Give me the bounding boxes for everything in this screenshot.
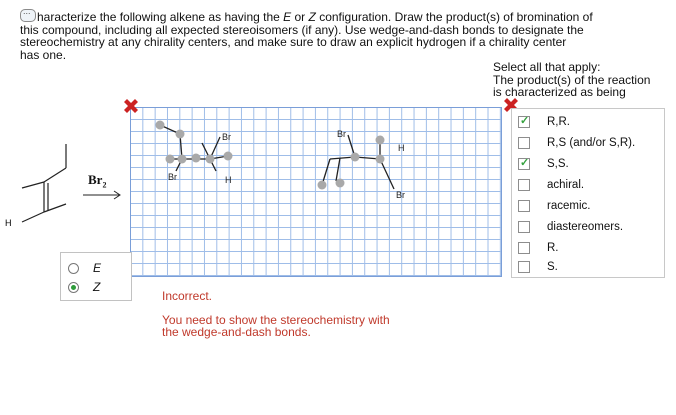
choice-ss[interactable]: ✓ S,S. [518, 157, 569, 170]
feedback-line-2: the wedge-and-dash bonds. [162, 325, 311, 339]
radio-e[interactable] [68, 263, 79, 274]
checkbox-achiral[interactable] [518, 179, 530, 191]
question-text: ...haracterize the following alkene as having the E or Z configuration. Draw the product(s) of bromination of this compound, including all expected stereoisomers (if any). Use wedge-and-dash bonds to designate the stereochemistry at any chirality centers, and make sure to draw an explicit hydrogen if a chirality center has one. [20, 9, 660, 61]
checkbox-ss[interactable] [518, 158, 530, 170]
radio-z[interactable] [68, 282, 79, 293]
hydrogen-label: H [5, 218, 12, 228]
choice-r[interactable]: R. [518, 241, 559, 254]
choice-rs[interactable]: R,S (and/or S,R). [518, 136, 635, 149]
p2-br-bottom-label: Br [396, 190, 405, 200]
reagent-label: $Br_2$ [88, 172, 107, 190]
feedback-line-1: You need to show the stereochemistry with [162, 313, 390, 327]
feedback-status: Incorrect. [162, 289, 213, 303]
drawn-products [130, 107, 500, 275]
question-line-3: stereochemistry at any chirality centers, and make sure to draw an explicit hydrogen if a chirality center [20, 35, 567, 50]
p2-h-label: H [398, 143, 405, 153]
p1-br-bottom-label: Br [168, 172, 177, 182]
reactant-alkene-structure [0, 130, 130, 240]
checkbox-s[interactable] [518, 261, 530, 273]
checkbox-diastereomers[interactable] [518, 221, 530, 233]
choice-s[interactable]: S. [518, 260, 558, 273]
question-line-2: this compound, including all expected stereoisomers (if any). Use wedge-and-dash bonds to designate the [20, 22, 584, 37]
stereochem-choices [511, 108, 665, 278]
ez-selector [60, 252, 132, 301]
question-line-4: has one. [20, 47, 67, 62]
incorrect-x-icon [121, 97, 141, 117]
checkbox-r[interactable] [518, 242, 530, 254]
reaction-arrow [83, 190, 123, 200]
choice-rr[interactable]: ✓ R,R. [518, 115, 570, 128]
p2-br-top-label: Br [337, 129, 346, 139]
option-e[interactable]: E [68, 261, 101, 275]
checkbox-racemic[interactable] [518, 200, 530, 212]
comment-bubble-icon[interactable] [20, 9, 36, 22]
p1-h-label: H [225, 175, 232, 185]
p1-br-top-label: Br [222, 132, 231, 142]
checkbox-rr[interactable] [518, 116, 530, 128]
choice-achiral[interactable]: achiral. [518, 178, 584, 191]
select-prompt: Select all that apply: The product(s) of the reaction is characterized as being [493, 60, 651, 99]
option-z[interactable]: Z [68, 280, 100, 294]
checkbox-rs[interactable] [518, 137, 530, 149]
choice-diastereomers[interactable]: diastereomers. [518, 220, 623, 233]
choice-racemic[interactable]: racemic. [518, 199, 590, 212]
